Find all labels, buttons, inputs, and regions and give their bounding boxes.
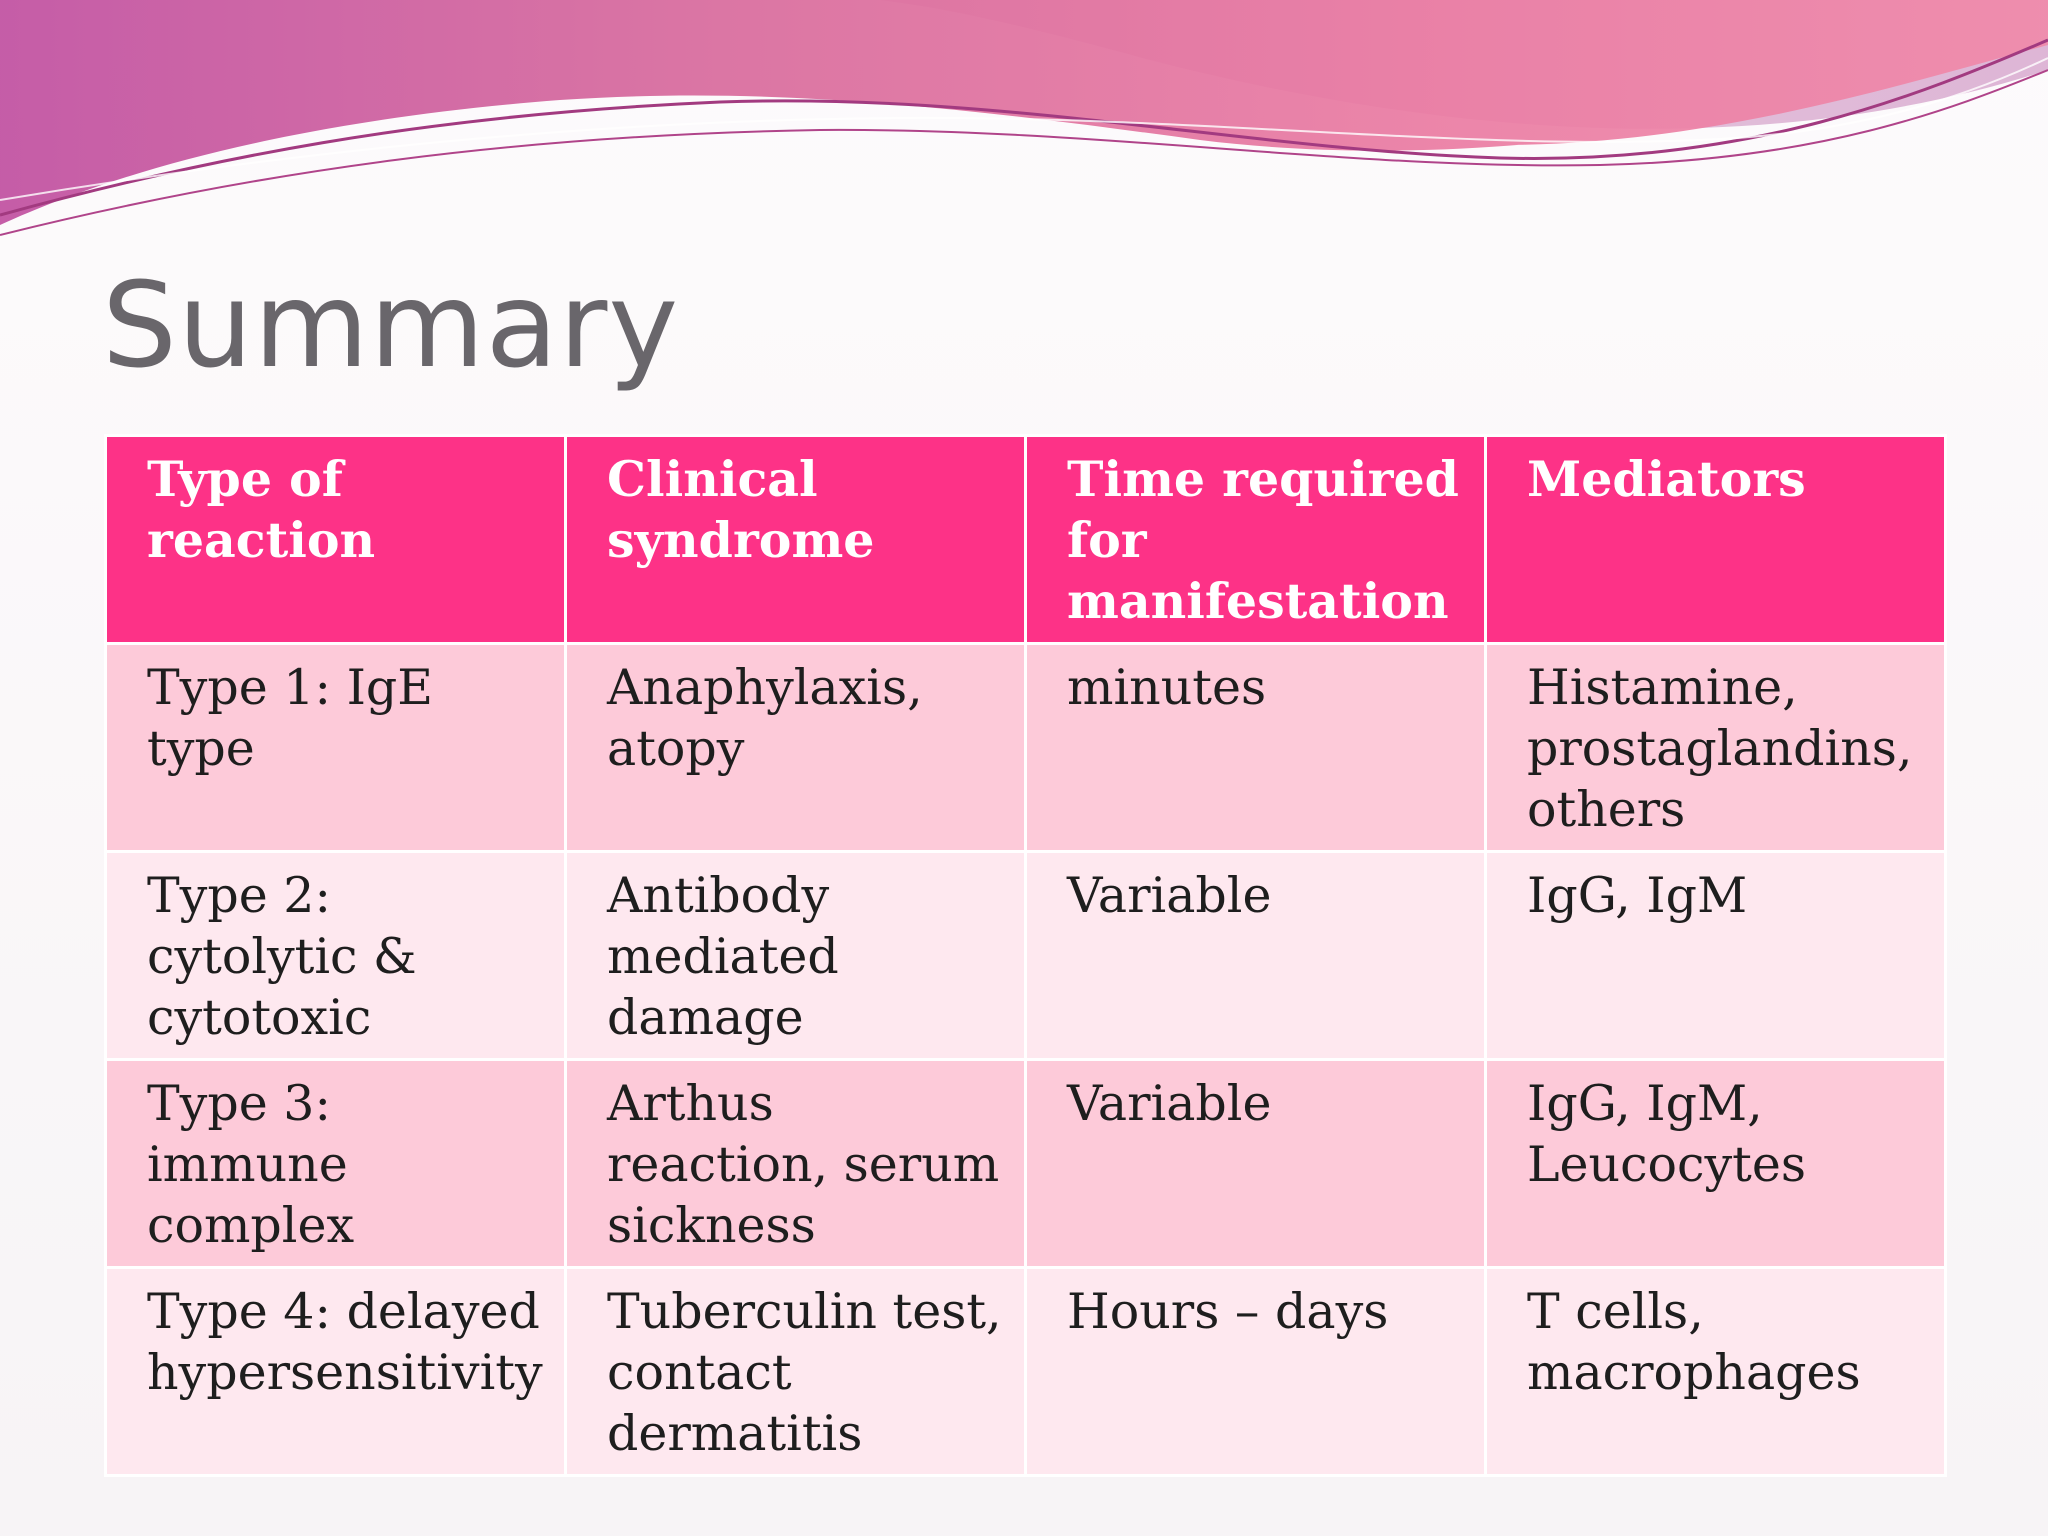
cell-syndrome: Arthus reaction, serum sickness bbox=[566, 1060, 1026, 1268]
table-header-row bbox=[106, 436, 1946, 644]
decorative-wave-banner bbox=[0, 0, 2048, 260]
cell-time: Variable bbox=[1026, 1060, 1486, 1268]
cell-mediators: IgG, IgM bbox=[1486, 852, 1946, 1060]
cell-type: Type 2: cytolytic & cytotoxic bbox=[106, 852, 566, 1060]
table-row bbox=[106, 1268, 1946, 1476]
table-row bbox=[106, 1060, 1946, 1268]
cell-syndrome: Anaphylaxis, atopy bbox=[566, 644, 1026, 852]
cell-time: minutes bbox=[1026, 644, 1486, 852]
cell-time: Variable bbox=[1026, 852, 1486, 1060]
table-row bbox=[106, 644, 1946, 852]
header-clinical-syndrome: Clinical syndrome bbox=[566, 436, 1026, 644]
cell-syndrome: Antibody mediated damage bbox=[566, 852, 1026, 1060]
cell-syndrome: Tuberculin test, contact dermatitis bbox=[566, 1268, 1026, 1476]
summary-table bbox=[104, 434, 1947, 1477]
header-time-required: Time required for manifestation bbox=[1026, 436, 1486, 644]
cell-time: Hours – days bbox=[1026, 1268, 1486, 1476]
cell-type: Type 3: immune complex bbox=[106, 1060, 566, 1268]
table-row bbox=[106, 852, 1946, 1060]
cell-type: Type 4: delayed hypersensitivity bbox=[106, 1268, 566, 1476]
cell-mediators: Histamine, prostaglandins, others bbox=[1486, 644, 1946, 852]
cell-type: Type 1: IgE type bbox=[106, 644, 566, 852]
page-title: Summary bbox=[102, 256, 680, 394]
header-mediators: Mediators bbox=[1486, 436, 1946, 644]
cell-mediators: IgG, IgM, Leucocytes bbox=[1486, 1060, 1946, 1268]
header-type-of-reaction: Type of reaction bbox=[106, 436, 566, 644]
cell-mediators: T cells, macrophages bbox=[1486, 1268, 1946, 1476]
